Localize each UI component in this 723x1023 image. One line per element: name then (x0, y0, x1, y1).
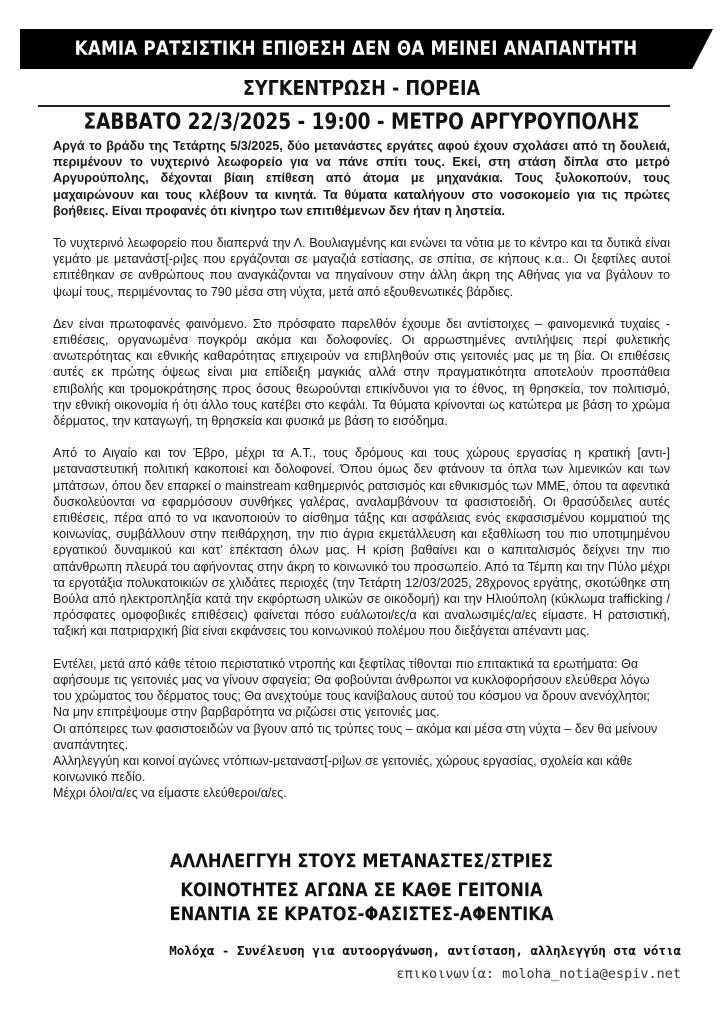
event-dateline: ΣΑΒΒΑΤΟ 22/3/2025 - 19:00 - ΜΕΤΡΟ ΑΡΓΥΡΟΥΠΟΛΗΣ (83, 110, 640, 135)
paragraph-lead: Αργά το βράδυ της Τετάρτης 5/3/2025, δύο μετανάστες εργάτες αφού έχουν σχολάσει από τη δουλειά, περιμένουν το νυχτερινό λεωφορείο για να πάνε σπίτι τους. Εκεί, στη στάση δίπλα στο μετρό Αργυρούπολης, δέχονται βίαιη επίθεση από άτομα με μηχανάκια. Τους ξυλοκοπούν, τους μαχαιρώνουν και τους κλέβουν τα κινητά. Τα θύματα καταλήγουν στο νοσοκομείο για τις πρώτες βοήθειες. Είναι προφανές ότι κίνητρο των επιτιθέμενων δεν ήταν η ληστεία. (53, 139, 670, 218)
headline: ΚΑΜΙΑ ΡΑΤΣΙΣΤΙΚΗ ΕΠΙΘΕΣΗ ΔΕΝ ΘΑ ΜΕΙΝΕΙ ΑΝΑΠΑΝΤΗΤΗ (74, 37, 638, 60)
slogans (0, 848, 723, 926)
closing-line: Να μην επιτρέψουμε στην βαρβαρότητα να ριζώσει στις γειτονιές μας. (53, 705, 440, 720)
closing-line: Οι απόπειρες των φασιστοειδών να βγουν από τις τρύπες τους – ακόμα και μέσα στη νύχτα – δεν θα μείνουν αναπάντητες. (53, 721, 658, 752)
slogan: ΚΟΙΝΟΤΗΤΕΣ ΑΓΩΝΑ ΣΕ ΚΑΘΕ ΓΕΙΤΟΝΙΑ (180, 879, 543, 901)
closing-section (53, 656, 670, 802)
slogan: ΕΝΑΝΤΙΑ ΣΕ ΚΡΑΤΟΣ-ΦΑΣΙΣΤΕΣ-ΑΦΕΝΤΙΚΑ (169, 903, 554, 925)
paragraph: Το νυχτερινό λεωφορείο που διαπερνά την Λ. Βουλιαγμένης και ενώνει τα νότια με το κέντρο και τα δυτικά είναι γεμάτο με μετανάστ[-ρι]ες που εργάζονται σε μαγαζιά εστίασης, σε σπίτια, σε κήπους κ.α.. Οι ξεφτίλες αυτοί επιτέθηκαν σε ανθρώπους που αναγκάζονται να πηγαίνουν στην άλλη άκρη της Αθήνας για να βγάλουν το ψωμί τους, περιμένοντας το 790 μέσα στη νύχτα, μετά από εξουθενωτικές βάρδιες. (53, 236, 670, 299)
closing-line: Μέχρι όλοι/α/ες να είμαστε ελεύθεροι/α/ες. (53, 786, 287, 801)
closing-line: Αλληλεγγύη και κοινοί αγώνες ντόπιων-μεταναστ[-ρι]ων σε γειτονιές, χώρους εργασίας, σχολεία και κάθε κοινωνικό πεδίο. (53, 753, 633, 785)
signature: Μολόχα - Συνέλευση για αυτοοργάνωση, αντίσταση, αλληλεγγύη στα νότια (169, 943, 681, 958)
paragraph: Δεν είναι πρωτοφανές φαινόμενο. Στο πρόσφατο παρελθόν έχουμε δει αντίστοιχες – φαινομενικά τυχαίες - επιθέσεις, οργανωμένα πογκρόμ ακόμα και δολοφονίες. Οι αρρωστημένες αντιλήψεις περί φυλετικής ανωτερότητας και εθνικής καθαρότητας επιχειρούν να επιβληθούν στις γειτονιές μας με τη βία. Οι επιθέσεις αυτές εκ πρώτης όψεως είναι μια επίδειξη μαγκιάς αλλά στην πραγματικότητα αποτελούν προσπάθεια επιβολής και τρομοκράτησης προς όσους θεωρούνται επικίνδυνοι για το έθνος, τη θρησκεία, τον πολιτισμό, την εθνική οικονομία ή ότι άλλο τους κατέβει στο κεφάλι. Τα θύματα κρίνονται ως κατώτερα με βάση το χρώμα δέρματος, την καταγωγή, τη θρησκεία και φυσικά με βάση το εισόδημα. (53, 316, 670, 429)
divider (38, 105, 670, 107)
article-body (53, 138, 670, 802)
event-type: ΣΥΓΚΕΝΤΡΩΣΗ - ΠΟΡΕΙΑ (242, 76, 481, 100)
paragraph: Από το Αιγαίο και τον Έβρο, μέχρι τα Α.Τ., τους δρόμους και τους χώρους εργασίας η κρατική [αντι-] μεταναστευτική πολιτική κακοποιεί και δολοφονεί. Όπου όμως δεν φτάνουν τα όπλα των λιμενικών και των μπάτσων, όπου δεν επαρκεί ο mainstream καθημερινός ρατσισμός και εθνικισμός των ΜΜΕ, όπου τα αφεντικά δυσκολεύονται να εφαρμόσουν συνθήκες γαλέρας, αναλαμβάνουν τα φασιστοειδή. Οι θρασύδειλες αυτές επιθέσεις, πέρα από το να ικανοποιούν το αίσθημα τάξης και ασφάλειας ενός εκφασισμένου κομματιού της κοινωνίας, συμβάλλουν στην πειθάρχηση, την πιο άγρια εκμετάλλευση και εξαθλίωση του πιο υποτιμημένου εργατικού δυναμικού και κατ’ επέκταση όλων μας. Η κρίση βαθαίνει και ο καπιταλισμός δείχνει την πιο απάνθρωπη πλευρά του αφήνοντας στην άκρη το κοινωνικό του προσωπείο. Από τα Τέμπη και την Πύλο μέχρι τα εργοτάξια πολυκατοικιών σε χλιδάτες περιοχές (την Τετάρτη 12/03/2025, 28χρονος εργάτης, σκοτώθηκε στη Βούλα από ηλεκτροπληξία κατά την εκφόρτωση υλικών σε οικοδομή) και την Ηλιούπολη (κύκλωμα trafficking / πρόσφατες ομοφοβικές επιθέσεις) φαίνεται πόσο ευάλωτοι/ες/α και αναλωσιμές/α/ες είμαστε. Η ρατσιστική, ταξική και πατριαρχική βία είναι εκφάνσεις του κοινωνικού πολέμου που διεξάγεται απέναντι μας. (53, 446, 670, 639)
closing-questions: Εντέλει, μετά από κάθε τέτοιο περιστατικό ντροπής και ξεφτίλας τίθονται πιο επιτακτικά τα ερωτήματα: Θα αφήσουμε τις γειτονιές μας να γίνουν σφαγεία; Θα φοβούνται άνθρωποι να κυκλοφορήσουν ελεύθερα λόγω του χρώματος του δέρματος τους; Θα ανεχτούμε τους κανίβαλους αυτού του κόσμου να δρουν ανενόχλητοι; (53, 656, 650, 704)
slogan: ΑΛΛΗΛΕΓΓΥΗ ΣΤΟΥΣ ΜΕΤΑΝΑΣΤΕΣ/ΣΤΡΙΕΣ (169, 850, 554, 872)
contact-email: επικοινωνία: moloha_notia@espiv.net (396, 966, 681, 982)
